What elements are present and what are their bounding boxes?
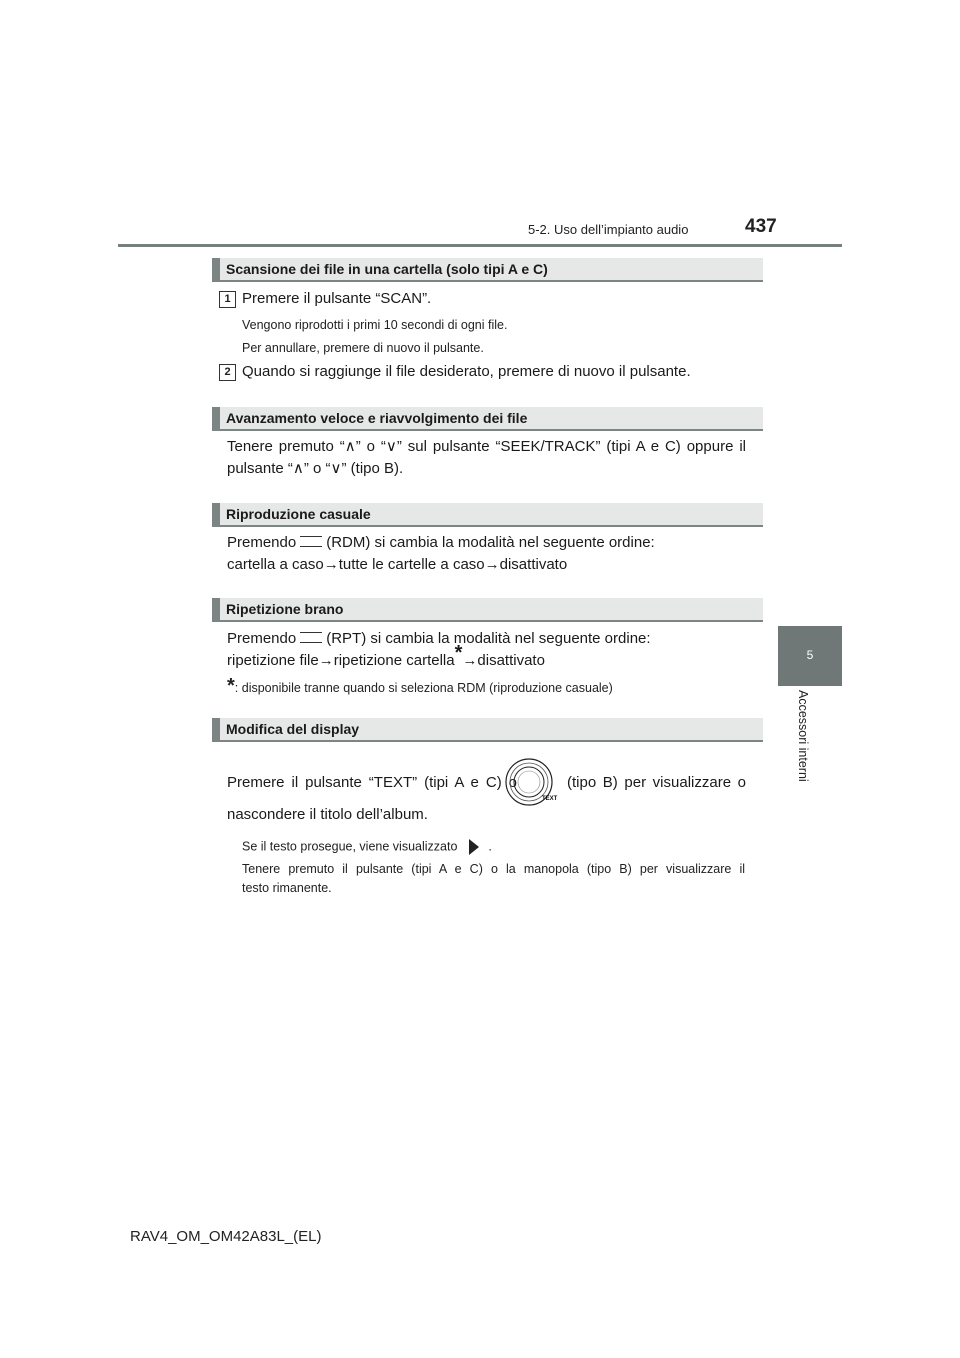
random-text-line-2: cartella a caso→tutte le cartelle a caso→disattivato [227, 556, 568, 573]
section-header: 5-2. Uso dell’impianto audio [528, 222, 689, 237]
step-2-text: Quando si raggiunge il file desiderato, premere di nuovo il pulsante. [242, 363, 691, 380]
section-title-scan: Scansione dei file in una cartella (solo tipi A e C) [212, 258, 763, 282]
seek-text-line-2: pulsante “∧” o “∨” (tipo B). [227, 460, 404, 477]
section-title-seek: Avanzamento veloce e riavvolgimento dei file [212, 407, 763, 431]
chapter-tab [778, 626, 842, 684]
button-icon [300, 536, 322, 547]
repeat-text-a: Premendo [227, 630, 297, 647]
display-note-1a: Se il testo prosegue, viene visualizzato [242, 839, 458, 854]
step-number-2: 2 [219, 364, 236, 381]
repeat-text-line-2 [227, 642, 545, 671]
asterisk-mark: * [454, 642, 463, 664]
display-text-b: (tipo B) per visualizzare o [567, 774, 746, 791]
repeat-text-b: (RPT) si cambia la modalità nel seguente ordine: [326, 630, 651, 647]
section-title-repeat: Ripetizione brano [212, 598, 763, 622]
chapter-label: Accessori interni [796, 690, 810, 782]
repeat-text-2a: ripetizione file→ripetizione cartella [227, 652, 455, 669]
repeat-text-line-1 [227, 629, 651, 649]
display-text-a: Premere il pulsante “TEXT” (tipi A e C) o [227, 774, 517, 791]
random-text-a: Premendo [227, 534, 297, 551]
random-text-b: (RDM) si cambia la modalità nel seguente ordine: [326, 534, 655, 551]
display-note-2-line-2: testo rimanente. [242, 881, 332, 895]
seek-text-line-1: Tenere premuto “∧” o “∨” sul pulsante “SEEK/TRACK” (tipi A e C) oppure il [227, 438, 746, 455]
section-title-display: Modifica del display [212, 718, 763, 742]
knob-label: TEXT [542, 796, 558, 802]
header-rule [118, 244, 842, 247]
step-1-note-2: Per annullare, premere di nuovo il pulsante. [242, 341, 484, 355]
chapter-number: 5 [806, 648, 814, 662]
display-text-line-2: nascondere il titolo dell’album. [227, 806, 428, 823]
display-note-1 [242, 838, 492, 856]
page-number: 437 [745, 216, 777, 237]
display-note-1b: . [488, 839, 492, 854]
footnote-asterisk: * [227, 675, 235, 697]
step-1-text: Premere il pulsante “SCAN”. [242, 290, 432, 307]
arrow-right-icon [467, 838, 481, 856]
repeat-text-2b: →disattivato [462, 652, 545, 669]
footer-code: RAV4_OM_OM42A83L_(EL) [130, 1228, 322, 1245]
footnote-text: : disponibile tranne quando si seleziona RDM (riproduzione casuale) [234, 681, 613, 695]
display-note-2-line-1: Tenere premuto il pulsante (tipi A e C) o la manopola (tipo B) per visualizzare il [242, 862, 745, 876]
random-text-line-1 [227, 533, 655, 553]
button-icon [300, 632, 322, 643]
section-title-random: Riproduzione casuale [212, 503, 763, 527]
step-1-note-1: Vengono riprodotti i primi 10 secondi di ogni file. [242, 318, 508, 332]
step-number-1: 1 [219, 291, 236, 308]
repeat-footnote [227, 675, 613, 697]
chapter-tab-rule [778, 684, 842, 686]
